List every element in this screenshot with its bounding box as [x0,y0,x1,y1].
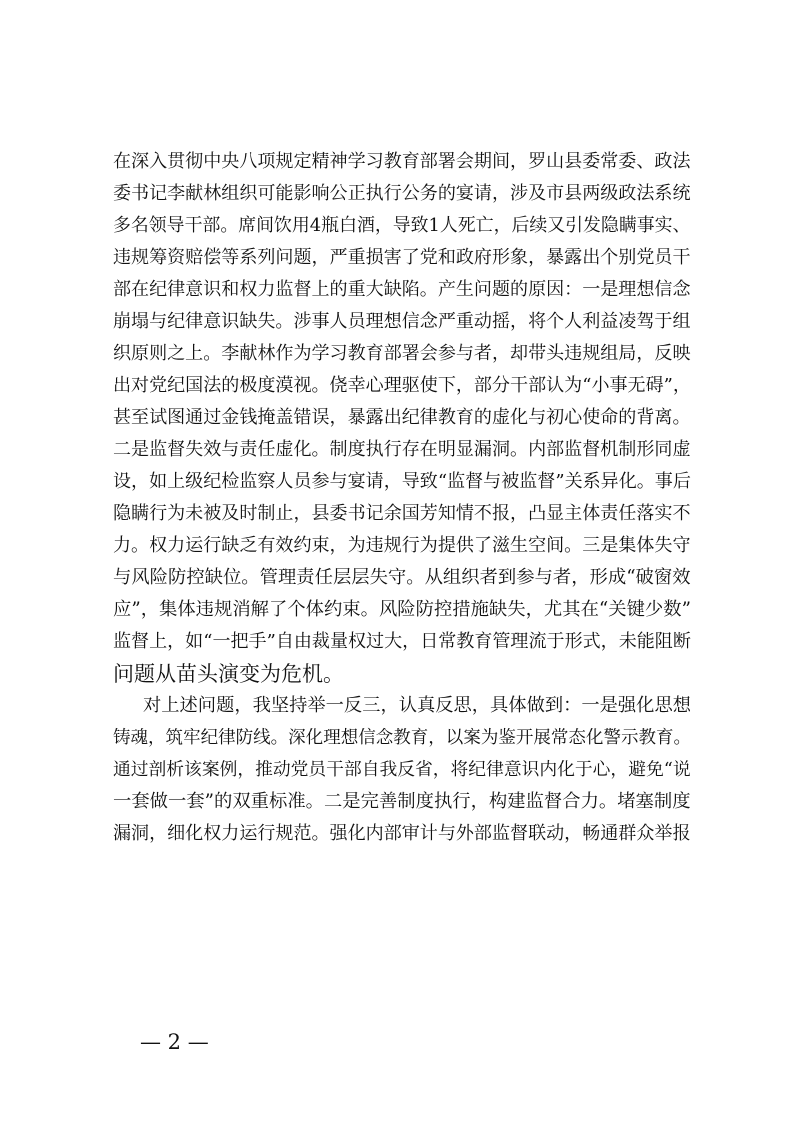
text-line: 委书记李献林组织可能影响公正执行公务的宴请，涉及市县两级政法系统 [113,183,691,204]
text-line: 问题从苗头演变为危机。 [113,662,344,686]
text-line: 对上述问题，我坚持举一反三，认真反思，具体做到：一是强化思想 [143,695,691,716]
text-line: 在深入贯彻中央八项规定精神学习教育部署会期间，罗山县委常委、政法 [113,151,691,172]
text-line: 违规筹资赔偿等系列问题，严重损害了党和政府形象，暴露出个别党员干 [113,247,691,268]
text-line: 甚至试图通过金钱掩盖错误，暴露出纪律教育的虚化与初心使命的背离。 [113,407,691,428]
text-line: 崩塌与纪律意识缺失。涉事人员理想信念严重动摇，将个人利益凌驾于组 [113,311,691,332]
page-number: — 2 — [140,1030,209,1054]
text-line: 二是监督失效与责任虚化。制度执行存在明显漏洞。内部监督机制形同虚 [113,439,691,460]
text-line: 织原则之上。李献林作为学习教育部署会参与者，却带头违规组局，反映 [113,343,691,364]
text-line: 监督上，如“一把手”自由裁量权过大，日常教育管理流于形式，未能阻断 [113,631,691,652]
text-line: 设，如上级纪检监察人员参与宴请，导致“监督与被监督”关系异化。事后 [113,471,691,492]
text-line: 漏洞，细化权力运行规范。强化内部审计与外部监督联动，畅通群众举报 [113,823,691,844]
text-line: 部在纪律意识和权力监督上的重大缺陷。产生问题的原因：一是理想信念 [113,279,691,300]
text-line: 铸魂，筑牢纪律防线。深化理想信念教育，以案为鉴开展常态化警示教育。 [113,728,692,748]
text-line: 应”，集体违规消解了个体约束。风险防控措施缺失，尤其在“关键少数” [113,599,691,620]
text-line: 多名领导干部。席间饮用4瓶白酒，导致1人死亡，后续又引发隐瞒事实、 [113,215,691,236]
text-line: 与风险防控缺位。管理责任层层失守。从组织者到参与者，形成“破窗效 [113,567,691,588]
text-line: 隐瞒行为未被及时制止，县委书记余国芳知情不报，凸显主体责任落实不 [113,503,691,524]
body-text [113,146,691,850]
text-line: 通过剖析该案例，推动党员干部自我反省，将纪律意识内化于心，避免“说 [113,760,691,780]
text-line: 力。权力运行缺乏有效约束，为违规行为提供了滋生空间。三是集体失守 [113,535,691,556]
paragraph-2 [113,690,691,850]
text-line: 一套做一套”的双重标准。二是完善制度执行，构建监督合力。堵塞制度 [113,791,691,812]
text-line: 出对党纪国法的极度漠视。侥幸心理驱使下，部分干部认为“小事无碍”， [113,375,691,396]
paragraph-1 [113,146,691,690]
